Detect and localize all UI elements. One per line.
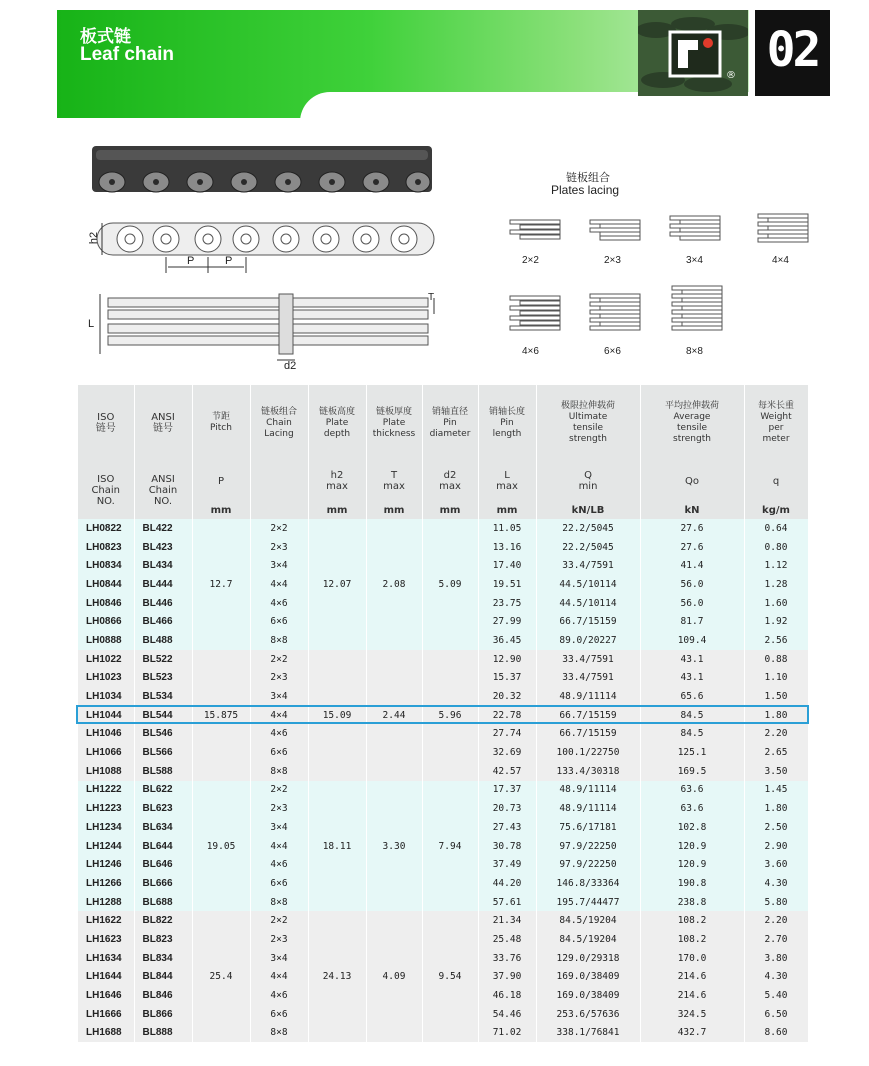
average-tensile-value: 102.8 (640, 818, 744, 837)
page-title-cn: 板式链 (80, 27, 131, 47)
ansi-chain-no: BL634 (134, 818, 192, 837)
weight-value: 1.45 (744, 781, 808, 800)
lacing-value: 4×4 (250, 968, 308, 987)
weight-value: 1.10 (744, 669, 808, 688)
average-tensile-value: 56.0 (640, 594, 744, 613)
column-header-symbol: Q min (536, 461, 640, 501)
lacing-value: 4×4 (250, 575, 308, 594)
lacing-value: 6×6 (250, 874, 308, 893)
plate-depth-value: 12.07 (308, 519, 366, 650)
dim-t: T (428, 292, 435, 303)
weight-value: 2.65 (744, 743, 808, 762)
iso-chain-no: LH1634 (78, 949, 134, 968)
iso-chain-no: LH0823 (78, 538, 134, 557)
average-tensile-value: 120.9 (640, 855, 744, 874)
column-header-symbol: q (744, 461, 808, 501)
column-header-symbol: L max (478, 461, 536, 501)
lacing-value: 4×6 (250, 855, 308, 874)
weight-value: 4.30 (744, 968, 808, 987)
average-tensile-value: 170.0 (640, 949, 744, 968)
lacing-value: 2×2 (250, 911, 308, 930)
lacing-value: 6×6 (250, 743, 308, 762)
lacing-value: 3×4 (250, 556, 308, 575)
lacing-title-cn: 链板组合 (566, 171, 610, 184)
ansi-chain-no: BL666 (134, 874, 192, 893)
pin-length-value: 17.37 (478, 781, 536, 800)
iso-chain-no: LH1022 (78, 650, 134, 669)
highlight-row-outline (76, 705, 809, 724)
lacing-value: 2×3 (250, 538, 308, 557)
ultimate-tensile-value: 48.9/11114 (536, 781, 640, 800)
average-tensile-value: 324.5 (640, 1005, 744, 1024)
column-header-symbol: T max (366, 461, 422, 501)
column-header: 极限拉伸载荷 Ultimate tensile strength (536, 385, 640, 461)
weight-value: 1.12 (744, 556, 808, 575)
average-tensile-value: 27.6 (640, 519, 744, 538)
ultimate-tensile-value: 100.1/22750 (536, 743, 640, 762)
iso-chain-no: LH1623 (78, 930, 134, 949)
dim-pitch-2: P (225, 255, 233, 267)
iso-chain-no: LH1223 (78, 799, 134, 818)
pin-length-value: 54.46 (478, 1005, 536, 1024)
lacing-value: 4×6 (250, 725, 308, 744)
pin-diameter-value: 7.94 (422, 781, 478, 912)
pin-length-value: 44.20 (478, 874, 536, 893)
column-header: ISO 链号 (78, 385, 134, 461)
ansi-chain-no: BL444 (134, 575, 192, 594)
dim-pitch-1: P (187, 255, 195, 267)
average-tensile-value: 84.5 (640, 706, 744, 725)
column-header: 每米长重 Weight per meter (744, 385, 808, 461)
ultimate-tensile-value: 48.9/11114 (536, 687, 640, 706)
ansi-chain-no: BL866 (134, 1005, 192, 1024)
average-tensile-value: 63.6 (640, 799, 744, 818)
column-header-unit: mm (366, 501, 422, 519)
pitch-value: 12.7 (192, 519, 250, 650)
average-tensile-value: 81.7 (640, 612, 744, 631)
pin-diameter-value: 5.96 (422, 650, 478, 781)
weight-value: 1.92 (744, 612, 808, 631)
lacing-value: 2×3 (250, 669, 308, 688)
lacing-value: 2×2 (250, 519, 308, 538)
average-tensile-value: 214.6 (640, 986, 744, 1005)
header-row-symbols (78, 461, 808, 501)
ultimate-tensile-value: 84.5/19204 (536, 911, 640, 930)
ultimate-tensile-value: 33.4/7591 (536, 650, 640, 669)
ultimate-tensile-value: 22.2/5045 (536, 538, 640, 557)
lacing-value: 2×2 (250, 650, 308, 669)
leaf-chain-photo (92, 140, 432, 198)
ultimate-tensile-value: 129.0/29318 (536, 949, 640, 968)
lacing-value: 4×6 (250, 594, 308, 613)
top-view-diagram (94, 290, 444, 370)
iso-chain-no: LH1288 (78, 893, 134, 912)
ansi-chain-no: BL466 (134, 612, 192, 631)
ansi-chain-no: BL588 (134, 762, 192, 781)
ultimate-tensile-value: 22.2/5045 (536, 519, 640, 538)
ultimate-tensile-value: 146.8/33364 (536, 874, 640, 893)
average-tensile-value: 41.4 (640, 556, 744, 575)
iso-chain-no: LH1246 (78, 855, 134, 874)
average-tensile-value: 125.1 (640, 743, 744, 762)
ultimate-tensile-value: 33.4/7591 (536, 669, 640, 688)
pin-length-value: 30.78 (478, 837, 536, 856)
pin-length-value: 27.74 (478, 725, 536, 744)
lacing-value: 8×8 (250, 631, 308, 650)
lacing-value: 3×4 (250, 949, 308, 968)
ansi-chain-no: BL822 (134, 911, 192, 930)
page-title-en: Leaf chain (80, 44, 174, 65)
pin-length-value: 11.05 (478, 519, 536, 538)
column-header-unit: mm (308, 501, 366, 519)
logo-image (638, 10, 748, 96)
plate-depth-value: 24.13 (308, 911, 366, 1042)
ansi-chain-no: BL888 (134, 1024, 192, 1043)
lacing-label: 4×6 (522, 346, 539, 357)
ultimate-tensile-value: 75.6/17181 (536, 818, 640, 837)
pin-length-value: 37.49 (478, 855, 536, 874)
pin-length-value: 71.02 (478, 1024, 536, 1043)
page-badge: 02 (755, 10, 830, 96)
ansi-chain-no: BL544 (134, 706, 192, 725)
header-curve (300, 92, 760, 122)
iso-chain-no: LH1266 (78, 874, 134, 893)
column-header-symbol: Qo (640, 461, 744, 501)
pin-length-value: 46.18 (478, 986, 536, 1005)
pin-length-value: 20.73 (478, 799, 536, 818)
column-header: 销轴直径 Pin diameter (422, 385, 478, 461)
average-tensile-value: 169.5 (640, 762, 744, 781)
lacing-label: 2×3 (604, 255, 621, 266)
column-header-symbol: P (192, 461, 250, 501)
iso-chain-no: LH1688 (78, 1024, 134, 1043)
column-header: 链板厚度 Plate thickness (366, 385, 422, 461)
column-header: 节距 Pitch (192, 385, 250, 461)
ultimate-tensile-value: 66.7/15159 (536, 706, 640, 725)
weight-value: 2.50 (744, 818, 808, 837)
column-header-symbol: ISO Chain NO. (78, 461, 134, 519)
ansi-chain-no: BL846 (134, 986, 192, 1005)
ansi-chain-no: BL622 (134, 781, 192, 800)
ultimate-tensile-value: 169.0/38409 (536, 986, 640, 1005)
table-row (78, 781, 808, 800)
weight-value: 1.80 (744, 706, 808, 725)
iso-chain-no: LH1044 (78, 706, 134, 725)
iso-chain-no: LH0822 (78, 519, 134, 538)
weight-value: 3.50 (744, 762, 808, 781)
table-row (78, 911, 808, 930)
lacing-value: 3×4 (250, 818, 308, 837)
ansi-chain-no: BL646 (134, 855, 192, 874)
column-header-unit: mm (192, 501, 250, 519)
ultimate-tensile-value: 169.0/38409 (536, 968, 640, 987)
lacing-value: 2×2 (250, 781, 308, 800)
lacing-value: 6×6 (250, 612, 308, 631)
lacing-value: 4×4 (250, 837, 308, 856)
side-view-diagram (88, 205, 448, 285)
ansi-chain-no: BL644 (134, 837, 192, 856)
iso-chain-no: LH1222 (78, 781, 134, 800)
average-tensile-value: 190.8 (640, 874, 744, 893)
ultimate-tensile-value: 44.5/10114 (536, 575, 640, 594)
ultimate-tensile-value: 253.6/57636 (536, 1005, 640, 1024)
pin-length-value: 15.37 (478, 669, 536, 688)
lacing-label: 8×8 (686, 346, 703, 357)
iso-chain-no: LH1244 (78, 837, 134, 856)
pin-length-value: 25.48 (478, 930, 536, 949)
lacing-label: 3×4 (686, 255, 703, 266)
pin-length-value: 12.90 (478, 650, 536, 669)
ansi-chain-no: BL522 (134, 650, 192, 669)
ultimate-tensile-value: 84.5/19204 (536, 930, 640, 949)
column-header-symbol: h2 max (308, 461, 366, 501)
average-tensile-value: 56.0 (640, 575, 744, 594)
ansi-chain-no: BL834 (134, 949, 192, 968)
iso-chain-no: LH1066 (78, 743, 134, 762)
lacing-value: 8×8 (250, 1024, 308, 1043)
weight-value: 0.64 (744, 519, 808, 538)
pin-diameter-value: 9.54 (422, 911, 478, 1042)
iso-chain-no: LH0866 (78, 612, 134, 631)
ultimate-tensile-value: 33.4/7591 (536, 556, 640, 575)
plate-depth-value: 15.09 (308, 650, 366, 781)
iso-chain-no: LH1034 (78, 687, 134, 706)
weight-value: 4.30 (744, 874, 808, 893)
pin-length-value: 33.76 (478, 949, 536, 968)
average-tensile-value: 120.9 (640, 837, 744, 856)
column-header: ANSI 链号 (134, 385, 192, 461)
iso-chain-no: LH1644 (78, 968, 134, 987)
weight-value: 1.28 (744, 575, 808, 594)
ansi-chain-no: BL422 (134, 519, 192, 538)
pin-length-value: 13.16 (478, 538, 536, 557)
pitch-value: 25.4 (192, 911, 250, 1042)
column-header-unit (250, 501, 308, 519)
iso-chain-no: LH1646 (78, 986, 134, 1005)
table-body (78, 519, 808, 1042)
plate-depth-value: 18.11 (308, 781, 366, 912)
weight-value: 0.88 (744, 650, 808, 669)
ansi-chain-no: BL823 (134, 930, 192, 949)
column-header-unit: kN/LB (536, 501, 640, 519)
column-header: 销轴长度 Pin length (478, 385, 536, 461)
ansi-chain-no: BL844 (134, 968, 192, 987)
weight-value: 8.60 (744, 1024, 808, 1043)
dim-l: L (88, 318, 95, 330)
ansi-chain-no: BL488 (134, 631, 192, 650)
ansi-chain-no: BL523 (134, 669, 192, 688)
weight-value: 1.60 (744, 594, 808, 613)
ultimate-tensile-value: 97.9/22250 (536, 837, 640, 856)
weight-value: 2.90 (744, 837, 808, 856)
ultimate-tensile-value: 133.4/30318 (536, 762, 640, 781)
iso-chain-no: LH1234 (78, 818, 134, 837)
weight-value: 2.20 (744, 725, 808, 744)
column-header-symbol: ANSI Chain NO. (134, 461, 192, 519)
pin-length-value: 21.34 (478, 911, 536, 930)
lacing-label: 4×4 (772, 255, 789, 266)
ultimate-tensile-value: 195.7/44477 (536, 893, 640, 912)
table-row (78, 650, 808, 669)
ultimate-tensile-value: 66.7/15159 (536, 725, 640, 744)
ansi-chain-no: BL623 (134, 799, 192, 818)
column-header: 链板组合 Chain Lacing (250, 385, 308, 461)
registered-mark: ® (726, 70, 736, 81)
lacing-title-en: Plates lacing (551, 183, 620, 197)
column-header-unit: mm (478, 501, 536, 519)
pitch-value: 19.05 (192, 781, 250, 912)
header-row-names (78, 385, 808, 461)
weight-value: 2.70 (744, 930, 808, 949)
weight-value: 0.80 (744, 538, 808, 557)
lacing-value: 3×4 (250, 687, 308, 706)
pin-length-value: 19.51 (478, 575, 536, 594)
pin-length-value: 23.75 (478, 594, 536, 613)
iso-chain-no: LH0834 (78, 556, 134, 575)
lacing-value: 4×6 (250, 986, 308, 1005)
dim-d2: d2 (284, 360, 297, 372)
lacing-label: 6×6 (604, 346, 621, 357)
average-tensile-value: 108.2 (640, 930, 744, 949)
column-header-unit: kN (640, 501, 744, 519)
ansi-chain-no: BL688 (134, 893, 192, 912)
pin-length-value: 22.78 (478, 706, 536, 725)
iso-chain-no: LH1046 (78, 725, 134, 744)
iso-chain-no: LH0888 (78, 631, 134, 650)
lacing-diagrams (500, 210, 820, 360)
column-header-unit: mm (422, 501, 478, 519)
plate-thickness-value: 3.30 (366, 781, 422, 912)
iso-chain-no: LH1088 (78, 762, 134, 781)
average-tensile-value: 84.5 (640, 725, 744, 744)
iso-chain-no: LH1666 (78, 1005, 134, 1024)
weight-value: 3.80 (744, 949, 808, 968)
column-header: 平均拉伸载荷 Average tensile strength (640, 385, 744, 461)
ultimate-tensile-value: 48.9/11114 (536, 799, 640, 818)
ansi-chain-no: BL423 (134, 538, 192, 557)
pin-length-value: 17.40 (478, 556, 536, 575)
average-tensile-value: 63.6 (640, 781, 744, 800)
weight-value: 2.56 (744, 631, 808, 650)
weight-value: 5.80 (744, 893, 808, 912)
pin-length-value: 37.90 (478, 968, 536, 987)
average-tensile-value: 238.8 (640, 893, 744, 912)
weight-value: 1.80 (744, 799, 808, 818)
column-header-symbol (250, 461, 308, 501)
ansi-chain-no: BL546 (134, 725, 192, 744)
lacing-value: 8×8 (250, 893, 308, 912)
lacing-label: 2×2 (522, 255, 539, 266)
ansi-chain-no: BL446 (134, 594, 192, 613)
average-tensile-value: 214.6 (640, 968, 744, 987)
iso-chain-no: LH0846 (78, 594, 134, 613)
pitch-value: 15.875 (192, 650, 250, 781)
table-header (78, 385, 808, 519)
iso-chain-no: LH0844 (78, 575, 134, 594)
plate-thickness-value: 4.09 (366, 911, 422, 1042)
ansi-chain-no: BL534 (134, 687, 192, 706)
ultimate-tensile-value: 44.5/10114 (536, 594, 640, 613)
plate-thickness-value: 2.44 (366, 650, 422, 781)
column-header: 链板高度 Plate depth (308, 385, 366, 461)
pin-length-value: 57.61 (478, 893, 536, 912)
weight-value: 1.50 (744, 687, 808, 706)
weight-value: 5.40 (744, 986, 808, 1005)
table-row (78, 519, 808, 538)
average-tensile-value: 43.1 (640, 669, 744, 688)
pin-length-value: 32.69 (478, 743, 536, 762)
lacing-value: 4×4 (250, 706, 308, 725)
column-header-symbol: d2 max (422, 461, 478, 501)
iso-chain-no: LH1622 (78, 911, 134, 930)
ansi-chain-no: BL434 (134, 556, 192, 575)
chain-photo-icon (638, 10, 748, 96)
lacing-value: 2×3 (250, 930, 308, 949)
weight-value: 3.60 (744, 855, 808, 874)
average-tensile-value: 43.1 (640, 650, 744, 669)
weight-value: 6.50 (744, 1005, 808, 1024)
lacing-value: 2×3 (250, 799, 308, 818)
column-header-unit: kg/m (744, 501, 808, 519)
ultimate-tensile-value: 66.7/15159 (536, 612, 640, 631)
pin-diameter-value: 5.09 (422, 519, 478, 650)
ultimate-tensile-value: 97.9/22250 (536, 855, 640, 874)
plate-thickness-value: 2.08 (366, 519, 422, 650)
pin-length-value: 27.43 (478, 818, 536, 837)
pin-length-value: 36.45 (478, 631, 536, 650)
dim-h2: h2 (88, 231, 101, 245)
pin-length-value: 20.32 (478, 687, 536, 706)
pin-length-value: 42.57 (478, 762, 536, 781)
lacing-value: 8×8 (250, 762, 308, 781)
pin-length-value: 27.99 (478, 612, 536, 631)
iso-chain-no: LH1023 (78, 669, 134, 688)
average-tensile-value: 65.6 (640, 687, 744, 706)
average-tensile-value: 108.2 (640, 911, 744, 930)
ultimate-tensile-value: 89.0/20227 (536, 631, 640, 650)
ansi-chain-no: BL566 (134, 743, 192, 762)
average-tensile-value: 432.7 (640, 1024, 744, 1043)
lacing-value: 6×6 (250, 1005, 308, 1024)
weight-value: 2.20 (744, 911, 808, 930)
average-tensile-value: 109.4 (640, 631, 744, 650)
ultimate-tensile-value: 338.1/76841 (536, 1024, 640, 1043)
average-tensile-value: 27.6 (640, 538, 744, 557)
